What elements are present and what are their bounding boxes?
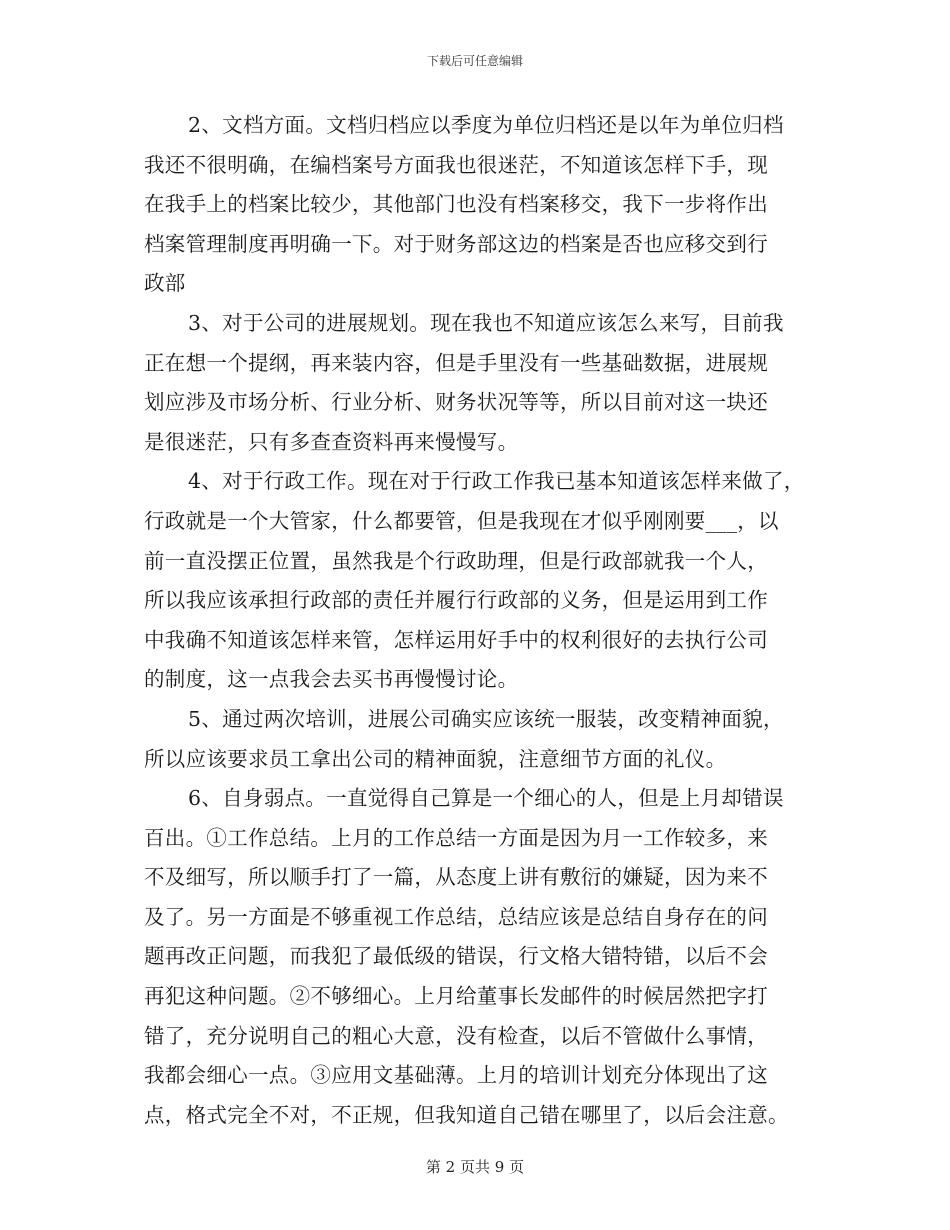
paragraph-line: 的制度，这一点我会去买书再慢慢讨论。: [144, 667, 519, 692]
paragraph-development-plan: [144, 304, 806, 462]
document-body: [144, 106, 806, 1135]
paragraph-line: 2、文档方面。文档归档应以季度为单位归档还是以年为单位归档: [188, 113, 784, 137]
paragraph-line: 档案管理制度再明确一下。对于财务部这边的档案是否也应移交到行: [144, 231, 768, 256]
paragraph-line: 4、对于行政工作。现在对于行政工作我已基本知道该怎样来做了，: [188, 469, 805, 494]
paragraph-training: [144, 700, 806, 779]
paragraph-line: 中我确不知道该怎样来管，怎样运用好手中的权利很好的去执行公司: [144, 627, 768, 652]
paragraph-line: 5、通过两次培训，进展公司确实应该统一服装，改变精神面貌，: [188, 706, 784, 731]
paragraph-line: 我都会细心一点。③应用文基础薄。上月的培训计划充分体现出了这: [144, 1063, 768, 1088]
paragraph-line: 6、自身弱点。一直觉得自己算是一个细心的人，但是上月却错误: [188, 786, 784, 811]
paragraph-line: 政部: [144, 271, 186, 296]
paragraph-line: 划应涉及市场分析、行业分析、财务状况等等，所以目前对这一块还: [144, 390, 768, 415]
paragraph-line: 是很迷茫，只有多查查资料再来慢慢写。: [144, 429, 519, 454]
paragraph-line: 错了，充分说明自己的粗心大意，没有检查，以后不管做什么事情，: [144, 1023, 768, 1048]
paragraph-line: 行政就是一个大管家，什么都要管，但是我现在才似乎刚刚要___，以: [144, 508, 779, 533]
paragraph-weaknesses: [144, 779, 806, 1135]
paragraph-line: 正在想一个提纲，再来装内容，但是手里没有一些基础数据，进展规: [144, 350, 768, 375]
paragraph-line: 我还不很明确，在编档案号方面我也很迷茫，不知道该怎样下手，现: [144, 152, 768, 177]
paragraph-line: 题再改正问题，而我犯了最低级的错误，行文格大错特错，以后不会: [144, 944, 768, 969]
paragraph-line: 所以应该要求员工拿出公司的精神面貌，注意细节方面的礼仪。: [144, 746, 727, 771]
paragraph-line: 不及细写，所以顺手打了一篇，从态度上讲有敷衍的嫌疑，因为来不: [144, 865, 768, 890]
paragraph-line: 在我手上的档案比较少，其他部门也没有档案移交，我下一步将作出: [144, 192, 768, 217]
paragraph-line: 前一直没摆正位置，虽然我是个行政助理，但是行政部就我一个人，: [144, 548, 768, 573]
paragraph-admin-work: [144, 462, 806, 700]
page-header: 下载后可任意编辑: [426, 54, 523, 68]
paragraph-line: 3、对于公司的进展规划。现在我也不知道应该怎么来写，目前我: [188, 310, 784, 335]
paragraph-line: 再犯这种问题。②不够细心。上月给董事长发邮件的时候居然把字打: [144, 984, 768, 1009]
paragraph-line: 所以我应该承担行政部的责任并履行行政部的义务，但是运用到工作: [144, 588, 768, 613]
paragraph-line: 点，格式完全不对，不正规，但我知道自己错在哪里了，以后会注意。: [144, 1102, 789, 1127]
paragraph-line: 及了。另一方面是不够重视工作总结，总结应该是总结自身存在的问: [144, 904, 768, 929]
page-number: 第 2 页共 9 页: [425, 1158, 525, 1176]
paragraph-line: 百出。①工作总结。上月的工作总结一方面是因为月一工作较多，来: [144, 825, 768, 850]
paragraph-documents: [144, 106, 806, 304]
